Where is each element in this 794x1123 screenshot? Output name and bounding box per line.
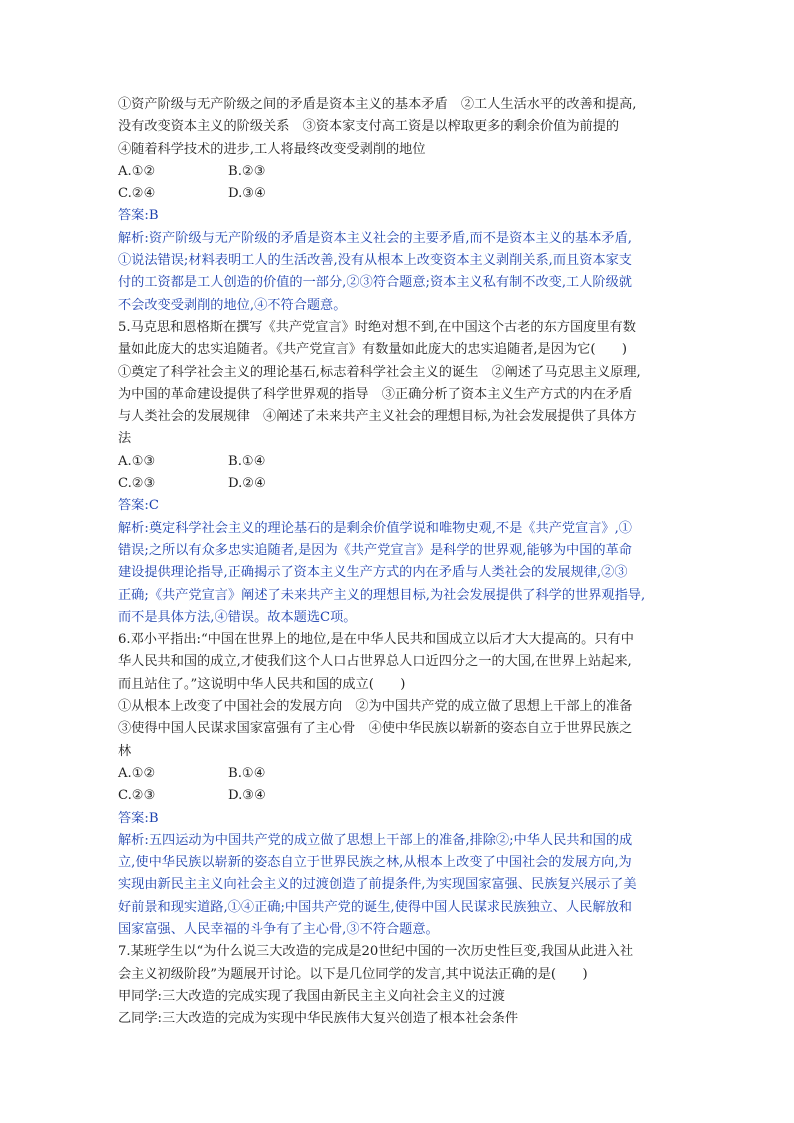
analysis-line: 国家富强、人民幸福的斗争有了主心骨,③不符合题意。 xyxy=(118,921,439,937)
option-a: A.①② xyxy=(118,163,156,179)
question-stem-line: 而且站住了。”这说明中华人民共和国的成立( ) xyxy=(118,676,406,692)
statement-line: 甲同学:三大改造的完成实现了我国由新民主主义向社会主义的过渡 xyxy=(118,988,505,1004)
analysis-line: 付的工资都是工人创造的价值的一部分,②③符合题意;资本主义私有制不改变,工人阶级就 xyxy=(118,275,632,291)
statement-line: 林 xyxy=(118,743,132,759)
options-row xyxy=(118,451,678,473)
options-row xyxy=(118,183,678,205)
statement-line: 没有改变资本主义的阶级关系 ③资本家支付高工资是以榨取更多的剩余价值为前提的 xyxy=(118,119,620,135)
option-c: C.②④ xyxy=(118,186,156,202)
statement-line: ④随着科学技术的进步,工人将最终改变受剥削的地位 xyxy=(118,141,426,157)
statement-line: 法 xyxy=(118,431,132,447)
analysis-line: 解析:奠定科学社会主义的理论基石的是剩余价值学说和唯物史观,不是《共产党宣言》,① xyxy=(118,520,632,536)
option-a: A.①② xyxy=(118,765,156,781)
analysis-line: 错误;之所以有众多忠实追随者,是因为《共产党宣言》是科学的世界观,能够为中国的革命 xyxy=(118,542,632,558)
question-stem-line: 会主义初级阶段”为题展开讨论。以下是几位同学的发言,其中说法正确的是( ) xyxy=(118,966,588,982)
answer: 答案:B xyxy=(118,208,159,224)
analysis-line: 好前景和现实道路,①④正确;中国共产党的诞生,使得中国人民谋求民族独立、人民解放和 xyxy=(118,899,632,915)
statement-line: ①资产阶级与无产阶级之间的矛盾是资本主义的基本矛盾 ②工人生活水平的改善和提高, xyxy=(118,97,637,112)
document-page xyxy=(118,94,678,1030)
option-d: D.③④ xyxy=(228,788,266,804)
option-d: D.②④ xyxy=(228,476,266,492)
analysis-line: 建设提供理论指导,正确揭示了资本主义生产方式的内在矛盾与人类社会的发展规律,②③ xyxy=(118,565,628,581)
answer: 答案:B xyxy=(118,810,159,826)
question-7 xyxy=(118,941,678,1030)
option-c: C.②③ xyxy=(118,476,156,492)
statement-line: 乙同学:三大改造的完成为实现中华民族伟大复兴创造了根本社会条件 xyxy=(118,1011,519,1027)
statement-line: ①从根本上改变了中国社会的发展方向 ②为中国共产党的成立做了思想上干部上的准备 xyxy=(118,699,633,715)
question-stem-line: 7.某班学生以“为什么说三大改造的完成是20世纪中国的一次历史性巨变,我国从此进入社 xyxy=(118,944,634,960)
question-5 xyxy=(118,317,678,629)
options-row xyxy=(118,763,678,785)
question-stem-line: 5.马克思和恩格斯在撰写《共产党宣言》时绝对想不到,在中国这个古老的东方国度里有数 xyxy=(118,319,636,335)
question-stem-line: 6.邓小平指出:“中国在世界上的地位,是在中华人民共和国成立以后才大大提高的。只有中 xyxy=(118,632,634,648)
analysis-line: 正确;《共产党宣言》阐述了未来共产主义的理想目标,为社会发展提供了科学的世界观指导, xyxy=(118,587,646,603)
analysis-line: 实现由新民主主义向社会主义的过渡创造了前提条件,为实现国家富强、民族复兴展示了美 xyxy=(118,877,637,893)
options-row xyxy=(118,161,678,183)
analysis-line: 解析:资产阶级与无产阶级的矛盾是资本主义社会的主要矛盾,而不是资本主义的基本矛盾, xyxy=(118,230,632,246)
option-b: B.①④ xyxy=(228,453,266,469)
question-6 xyxy=(118,629,678,941)
answer: 答案:C xyxy=(118,498,159,514)
statement-line: 与人类社会的发展规律 ④阐述了未来共产主义社会的理想目标,为社会发展提供了具体方 xyxy=(118,409,637,425)
analysis-line: 而不是具体方法,④错误。故本题选C项。 xyxy=(118,609,357,625)
statement-line: ③使得中国人民谋求国家富强有了主心骨 ④使中华民族以崭新的姿态自立于世界民族之 xyxy=(118,721,633,737)
statement-line: 为中国的革命建设提供了科学世界观的指导 ③正确分析了资本主义生产方式的内在矛盾 xyxy=(118,386,633,402)
analysis-line: 不会改变受剥削的地位,④不符合题意。 xyxy=(118,297,347,313)
statement-line: ①奠定了科学社会主义的理论基石,标志着科学社会主义的诞生 ②阐述了马克思主义原理, xyxy=(118,364,641,380)
analysis-line: ①说法错误;材料表明工人的生活改善,没有从根本上改变资本主义剥削关系,而且资本家支 xyxy=(118,253,632,269)
option-a: A.①③ xyxy=(118,453,156,469)
analysis-line: 解析:五四运动为中国共产党的成立做了思想上干部上的准备,排除②;中华人民共和国的成 xyxy=(118,832,633,848)
option-c: C.②③ xyxy=(118,788,156,804)
question-4 xyxy=(118,94,678,317)
option-b: B.②③ xyxy=(228,163,266,179)
option-b: B.①④ xyxy=(228,765,266,781)
analysis-line: 立,使中华民族以崭新的姿态自立于世界民族之林,从根本上改变了中国社会的发展方向,为 xyxy=(118,855,632,871)
options-row xyxy=(118,473,678,495)
question-stem-line: 量如此庞大的忠实追随者。《共产党宣言》有数量如此庞大的忠实追随者,是因为它( ) xyxy=(118,342,628,358)
options-row xyxy=(118,785,678,807)
option-d: D.③④ xyxy=(228,186,266,202)
question-stem-line: 华人民共和国的成立,才使我们这个人口占世界总人口近四分之一的大国,在世界上站起来, xyxy=(118,654,632,670)
